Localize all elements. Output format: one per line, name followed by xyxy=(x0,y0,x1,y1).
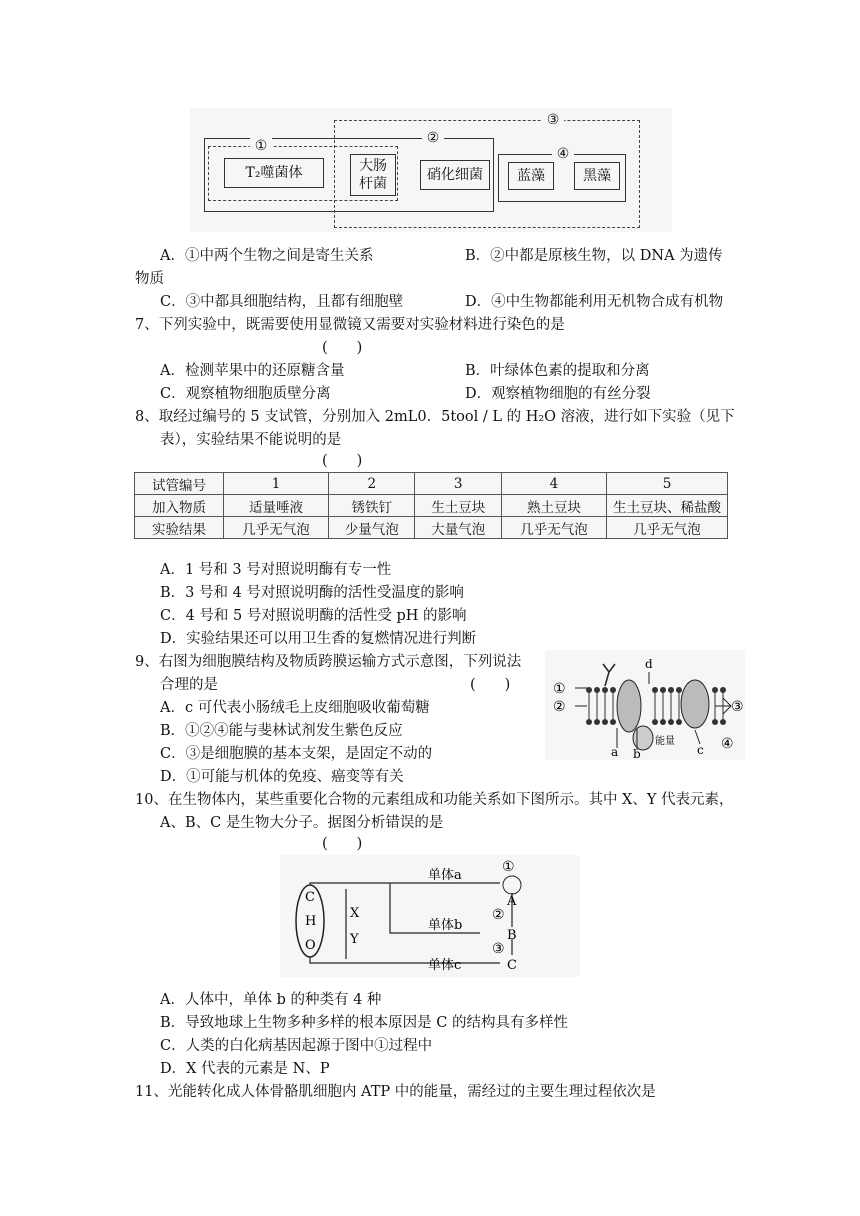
q10-option-a: A．人体中，单体 b 的种类有 4 种 xyxy=(160,992,382,1008)
membrane-label-energy: 能量 xyxy=(655,736,675,747)
q10-stem-line2: A、B、C 是生物大分子。据图分析错误的是 xyxy=(160,815,444,831)
circle-2-label: ② xyxy=(422,129,444,147)
transmembrane-protein xyxy=(617,680,641,732)
cell-membrane-figure xyxy=(545,650,745,760)
circle-3-label: ③ xyxy=(542,111,564,129)
q11-stem: 11、光能转化成人体骨骼肌细胞内 ATP 中的能量，需经过的主要生理过程依次是 xyxy=(135,1084,656,1100)
q7-option-a: A．检测苹果中的还原糖含量 xyxy=(160,363,345,379)
monomer-b: 单体b xyxy=(428,918,463,933)
monomer-c: 单体c xyxy=(428,958,462,973)
q7-option-c: C．观察植物细胞质壁分离 xyxy=(160,386,331,402)
membrane-label-d: d xyxy=(645,657,653,671)
element-c: C xyxy=(305,890,315,905)
membrane-label-3: ③ xyxy=(731,699,744,715)
circle-4-label: ④ xyxy=(552,145,574,163)
process-3: ③ xyxy=(492,941,505,957)
q9-stem-line1: 9、右图为细胞膜结构及物质跨膜运输方式示意图，下列说法 xyxy=(135,654,522,670)
membrane-label-a: a xyxy=(611,745,619,759)
membrane-label-c: c xyxy=(697,743,704,757)
membrane-diagram xyxy=(545,650,745,760)
q9-option-a: A．c 可代表小肠绒毛上皮细胞吸收葡萄糖 xyxy=(160,700,430,716)
q6-option-b-cont: 物质 xyxy=(135,271,164,287)
cyanobacteria-box: 蓝藻 xyxy=(508,162,554,190)
macromolecule-c: C xyxy=(507,958,517,973)
q9-stem-line2: 合理的是 xyxy=(160,677,218,693)
self-loop xyxy=(503,876,521,894)
hydrilla-box: 黑藻 xyxy=(574,162,620,190)
membrane-label-2: ② xyxy=(553,699,566,715)
macromolecule-b: B xyxy=(507,928,517,943)
pathway-lines xyxy=(310,883,512,963)
macromolecule-a: A xyxy=(507,894,517,909)
circle-1-label: ① xyxy=(250,137,272,155)
nitrifying-bacteria-box: 硝化细菌 xyxy=(420,160,490,190)
membrane-label-1: ① xyxy=(553,681,566,697)
q9-option-b: B．①②④能与斐林试剂发生紫色反应 xyxy=(160,723,403,739)
q8-option-a: A．1 号和 3 号对照说明酶有专一性 xyxy=(160,562,392,578)
q8-stem-line1: 8、取经过编号的 5 支试管，分别加入 2mL0．5tool / L 的 H₂O 溶液，进行如下实验（见下 xyxy=(135,409,735,425)
q8-answer-paren: ( ) xyxy=(322,453,363,469)
process-1: ① xyxy=(502,859,515,875)
q7-option-d: D．观察植物细胞的有丝分裂 xyxy=(465,386,651,402)
membrane-label-b: b xyxy=(633,747,641,760)
q6-option-a: A．①中两个生物之间是寄生关系 xyxy=(160,248,374,264)
membrane-label-4: ④ xyxy=(721,736,734,752)
q9-option-c: C．③是细胞膜的基本支架，是固定不动的 xyxy=(160,746,433,762)
q8-experiment-table xyxy=(134,472,728,539)
classification-figure xyxy=(190,108,672,232)
element-h: H xyxy=(305,914,317,929)
table-row: 实验结果 几乎无气泡 少量气泡 大量气泡 几乎无气泡 几乎无气泡 xyxy=(135,517,728,539)
label-y: Y xyxy=(350,932,359,947)
q8-stem-line2: 表），实验结果不能说明的是 xyxy=(160,432,342,448)
q7-option-b: B．叶绿体色素的提取和分离 xyxy=(465,363,650,379)
table-row: 加入物质 适量唾液 锈铁钉 生土豆块 熟土豆块 生土豆块、稀盐酸 xyxy=(135,495,728,517)
q10-option-c: C．人类的白化病基因起源于图中①过程中 xyxy=(160,1038,433,1054)
q10-option-d: D．X 代表的元素是 N、P xyxy=(160,1061,330,1077)
q7-stem: 7、下列实验中，既需要使用显微镜又需要对实验材料进行染色的是 xyxy=(135,317,565,333)
q8-option-c: C．4 号和 5 号对照说明酶的活性受 pH 的影响 xyxy=(160,608,467,624)
arrow-c xyxy=(695,730,700,744)
macromolecule-diagram xyxy=(280,855,580,977)
q10-option-b: B．导致地球上生物多种多样的根本原因是 C 的结构具有多样性 xyxy=(160,1015,568,1031)
q6-option-b: B．②中都是原核生物，以 DNA 为遗传 xyxy=(465,248,723,264)
q9-option-d: D．①可能与机体的免疫、癌变等有关 xyxy=(160,769,404,785)
element-o: O xyxy=(305,938,316,953)
t2-phage-box: T₂噬菌体 xyxy=(224,158,324,188)
q6-option-d: D．④中生物都能利用无机物合成有机物 xyxy=(465,294,724,310)
carrier-protein xyxy=(681,680,709,728)
ecoli-box: 大肠 杆菌 xyxy=(350,154,396,196)
q8-option-d: D．实验结果还可以用卫生香的复燃情况进行判断 xyxy=(160,631,477,647)
glycoprotein-chain xyxy=(603,664,615,686)
process-2: ② xyxy=(492,907,505,923)
monomer-a: 单体a xyxy=(428,868,462,883)
table-row: 试管编号 1 2 3 4 5 xyxy=(135,473,728,495)
q9-answer-paren: ( ) xyxy=(470,677,511,693)
q10-stem-line1: 10、在生物体内，某些重要化合物的元素组成和功能关系如下图所示。其中 X、Y 代表元素， xyxy=(135,792,734,808)
q6-option-c: C．③中都具细胞结构，且都有细胞壁 xyxy=(160,294,404,310)
q7-answer-paren: ( ) xyxy=(322,340,363,356)
label-x: X xyxy=(350,906,360,921)
q8-option-b: B．3 号和 4 号对照说明酶的活性受温度的影响 xyxy=(160,585,464,601)
q10-answer-paren: ( ) xyxy=(322,836,363,852)
